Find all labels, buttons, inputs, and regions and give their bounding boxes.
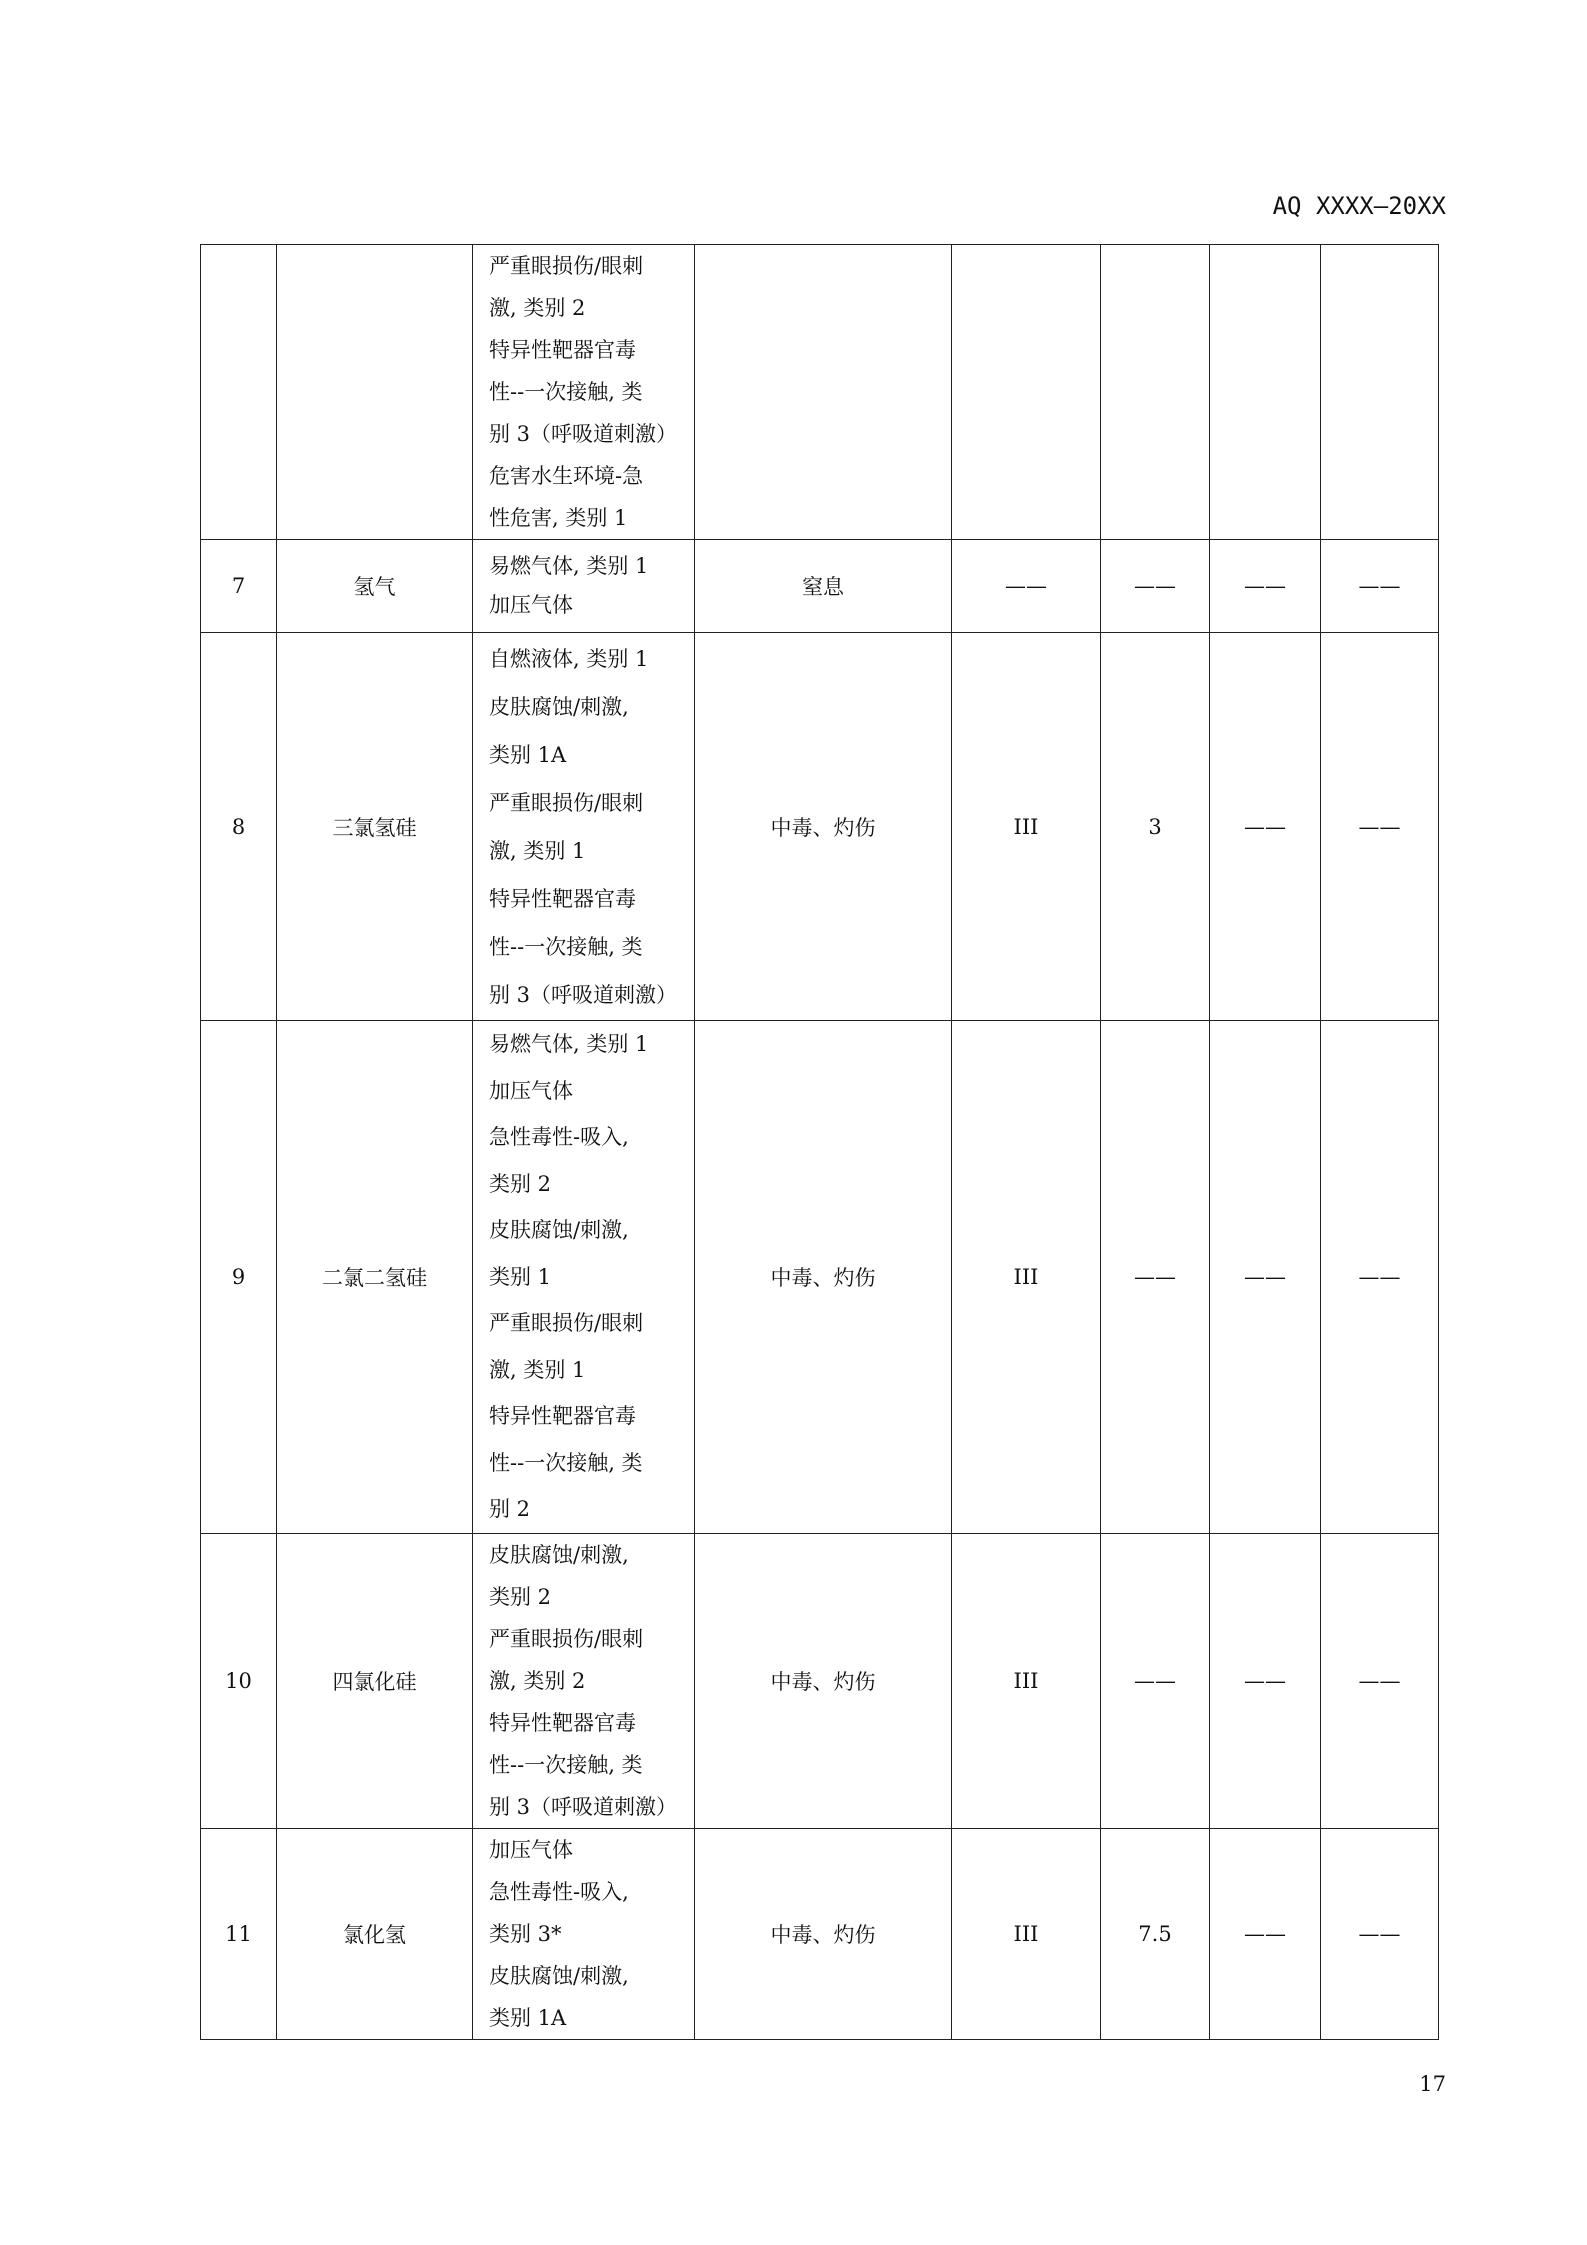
hazard-line: 类别 3* xyxy=(489,1922,562,1946)
cell-number xyxy=(201,245,277,540)
cell-col7: —— xyxy=(1210,540,1321,633)
hazard-line: 易燃气体, 类别 1 xyxy=(489,554,649,578)
cell-col6: —— xyxy=(1101,1534,1210,1829)
cell-col5 xyxy=(952,245,1101,540)
hazard-line: 别 2 xyxy=(489,1497,531,1522)
cell-col6: —— xyxy=(1101,540,1210,633)
cell-hazard-class xyxy=(473,633,695,1021)
cell-harm xyxy=(695,245,952,540)
hazard-line: 类别 2 xyxy=(489,1171,552,1196)
cell-number: 8 xyxy=(201,633,277,1021)
hazard-line: 类别 1A xyxy=(489,742,567,767)
cell-substance-name: 四氯化硅 xyxy=(277,1534,473,1829)
cell-col8 xyxy=(1321,245,1439,540)
table-row xyxy=(201,633,1439,1021)
hazard-line: 皮肤腐蚀/刺激, xyxy=(489,1543,629,1567)
cell-harm: 中毒、灼伤 xyxy=(695,1534,952,1829)
table-row xyxy=(201,1534,1439,1829)
cell-number: 11 xyxy=(201,1829,277,2040)
hazard-line: 性--一次接触, 类 xyxy=(489,1753,643,1777)
hazard-line: 类别 2 xyxy=(489,1585,552,1609)
cell-col7: —— xyxy=(1210,633,1321,1021)
hazard-line: 激, 类别 1 xyxy=(489,1357,586,1382)
cell-harm: 窒息 xyxy=(695,540,952,633)
page-number: 17 xyxy=(1419,2072,1446,2096)
cell-col5: III xyxy=(952,633,1101,1021)
cell-col6: 3 xyxy=(1101,633,1210,1021)
document-code: AQ XXXX—20XX xyxy=(1272,192,1446,220)
cell-col8: —— xyxy=(1321,1534,1439,1829)
cell-hazard-class xyxy=(473,1829,695,2040)
hazard-line: 皮肤腐蚀/刺激, xyxy=(489,694,629,719)
cell-number: 9 xyxy=(201,1021,277,1534)
cell-substance-name: 三氯氢硅 xyxy=(277,633,473,1021)
cell-col6 xyxy=(1101,245,1210,540)
hazard-line: 急性毒性-吸入, xyxy=(489,1125,629,1150)
hazard-table xyxy=(200,244,1439,2040)
hazard-line: 严重眼损伤/眼刺 xyxy=(489,790,644,815)
hazard-line: 严重眼损伤/眼刺 xyxy=(489,254,644,278)
hazard-line: 特异性靶器官毒 xyxy=(489,1404,636,1429)
cell-harm: 中毒、灼伤 xyxy=(695,633,952,1021)
cell-col6: —— xyxy=(1101,1021,1210,1534)
hazard-line: 严重眼损伤/眼刺 xyxy=(489,1627,644,1651)
hazard-line: 别 3（呼吸道刺激） xyxy=(489,1795,678,1819)
hazard-line: 激, 类别 2 xyxy=(489,296,586,320)
hazard-line: 别 3（呼吸道刺激） xyxy=(489,422,678,446)
cell-col8: —— xyxy=(1321,1829,1439,2040)
cell-col8: —— xyxy=(1321,540,1439,633)
cell-col5: III xyxy=(952,1829,1101,2040)
cell-col7: —— xyxy=(1210,1829,1321,2040)
hazard-line: 皮肤腐蚀/刺激, xyxy=(489,1964,629,1988)
hazard-line: 性危害, 类别 1 xyxy=(489,506,628,530)
cell-number: 7 xyxy=(201,540,277,633)
cell-col8: —— xyxy=(1321,1021,1439,1534)
cell-col5: III xyxy=(952,1021,1101,1534)
cell-col8: —— xyxy=(1321,633,1439,1021)
cell-col7: —— xyxy=(1210,1021,1321,1534)
hazard-line: 性--一次接触, 类 xyxy=(489,380,643,404)
hazard-line: 类别 1 xyxy=(489,1264,552,1289)
cell-col7 xyxy=(1210,245,1321,540)
hazard-line: 危害水生环境-急 xyxy=(489,464,644,488)
hazard-line: 激, 类别 2 xyxy=(489,1669,586,1693)
hazard-line: 别 3（呼吸道刺激） xyxy=(489,982,678,1007)
hazard-line: 类别 1A xyxy=(489,2006,567,2030)
hazard-line: 加压气体 xyxy=(489,1838,573,1862)
cell-substance-name xyxy=(277,245,473,540)
table-row xyxy=(201,1021,1439,1534)
cell-substance-name: 氯化氢 xyxy=(277,1829,473,2040)
cell-hazard-class xyxy=(473,1534,695,1829)
hazard-line: 特异性靶器官毒 xyxy=(489,886,636,911)
cell-col7: —— xyxy=(1210,1534,1321,1829)
table-row xyxy=(201,245,1439,540)
cell-hazard-class xyxy=(473,245,695,540)
cell-number: 10 xyxy=(201,1534,277,1829)
hazard-line: 激, 类别 1 xyxy=(489,838,586,863)
cell-harm: 中毒、灼伤 xyxy=(695,1021,952,1534)
cell-substance-name: 氢气 xyxy=(277,540,473,633)
hazard-line: 严重眼损伤/眼刺 xyxy=(489,1311,644,1336)
cell-harm: 中毒、灼伤 xyxy=(695,1829,952,2040)
hazard-line: 加压气体 xyxy=(489,1078,573,1103)
table-row xyxy=(201,1829,1439,2040)
hazard-line: 皮肤腐蚀/刺激, xyxy=(489,1218,629,1243)
hazard-line: 特异性靶器官毒 xyxy=(489,1711,636,1735)
hazard-line: 性--一次接触, 类 xyxy=(489,1450,643,1475)
cell-substance-name: 二氯二氢硅 xyxy=(277,1021,473,1534)
cell-col5: III xyxy=(952,1534,1101,1829)
hazard-line: 加压气体 xyxy=(489,593,573,617)
hazard-line: 自燃液体, 类别 1 xyxy=(489,646,649,671)
hazard-line: 急性毒性-吸入, xyxy=(489,1880,629,1904)
cell-hazard-class xyxy=(473,540,695,633)
hazard-line: 易燃气体, 类别 1 xyxy=(489,1032,649,1057)
table-row xyxy=(201,540,1439,633)
cell-col5: —— xyxy=(952,540,1101,633)
hazard-line: 性--一次接触, 类 xyxy=(489,934,643,959)
cell-col6: 7.5 xyxy=(1101,1829,1210,2040)
hazard-line: 特异性靶器官毒 xyxy=(489,338,636,362)
cell-hazard-class xyxy=(473,1021,695,1534)
